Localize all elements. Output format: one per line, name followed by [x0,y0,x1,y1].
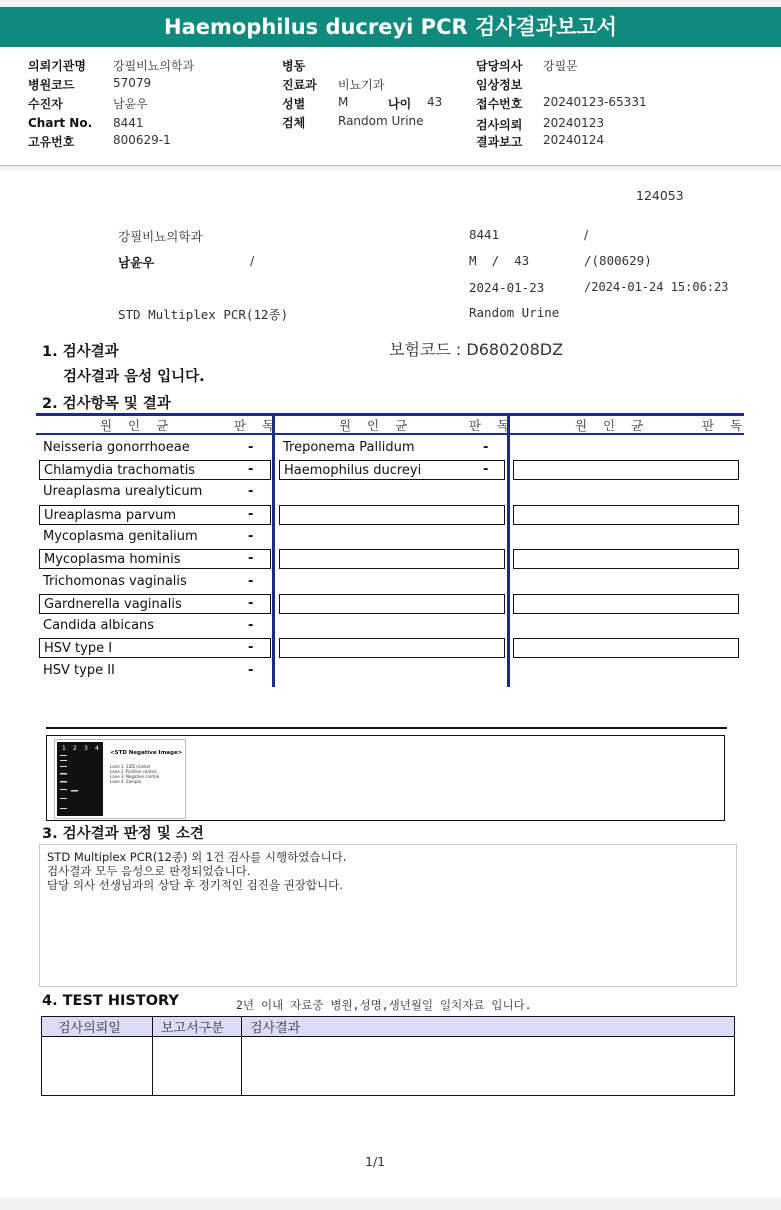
patient-name: 남윤우 [118,255,155,270]
organism-result: - [248,663,254,678]
history-header-cell: 검사결과 [242,1017,735,1037]
insurance-code: 보험코드 : D680208DZ [389,340,564,359]
column-header-organism: 원 인 균 [339,418,414,433]
page-number: 1/1 [365,1154,386,1169]
hospital-name: 강필비뇨의학과 [118,229,203,244]
gel-legend-item: Lane 2. Positive control [110,769,157,774]
header-label: 임상정보 [476,78,523,92]
report-code: 124053 [636,188,684,203]
organism-result: - [248,529,254,544]
empty-result-box [513,505,739,525]
opinion-line: 담당 의사 선생님과의 상담 후 정기적인 검진을 권장합니다. [47,878,343,892]
empty-result-box [279,505,505,525]
history-header-cell: 보고서구분 [153,1017,242,1037]
chart-number: 8441 [469,227,500,242]
history-cell [153,1037,242,1096]
sex-age: M / 43 [469,253,530,268]
column-divider [272,413,275,687]
header-value: 20240123 [543,116,605,130]
column-header-result: 판 독 [234,418,281,433]
organism-result: - [248,618,254,633]
header-label: 병동 [282,59,306,73]
empty-result-box [279,638,505,658]
header-value: 강필문 [543,59,578,73]
organism-name: Neisseria gonorrhoeae [43,440,190,455]
history-note: 2년 이내 자료중 병원,성명,생년월일 일치자료 입니다. [236,998,532,1012]
divider [46,727,727,729]
header-value: 800629-1 [113,133,171,147]
section-3-title: 3. 검사결과 판정 및 소견 [42,826,204,842]
opinion-line: STD Multiplex PCR(12종) 외 1건 검사를 시행하였습니다. [47,850,347,864]
age-label: 나이 [388,97,412,111]
section-4-title: 4. TEST HISTORY [42,993,179,1009]
organism-result: - [248,440,254,455]
column-header-organism: 원 인 균 [575,418,650,433]
history-header-cell: 검사의뢰일 [42,1017,153,1037]
lane-number: 2 [73,745,77,752]
organism-name: Treponema Pallidum [283,440,415,455]
header-label: 고유번호 [28,135,75,149]
header-value: 비뇨기과 [338,78,385,92]
header-label: 의뢰기관명 [28,59,86,73]
organism-name: Ureaplasma parvum [39,505,271,525]
history-table [41,1016,735,1096]
organism-name: Haemophilus ducreyi [279,460,505,480]
separator: / [584,227,589,242]
report-header [0,48,781,166]
header-label: 접수번호 [476,97,523,111]
organism-result: - [483,440,489,455]
report-page [0,170,781,1198]
lane-number: 4 [95,745,99,752]
header-value: 57079 [113,76,152,90]
section-1-title: 1. 검사결과 [42,344,119,360]
organism-name: Trichomonas vaginalis [43,574,187,589]
empty-result-box [279,594,505,614]
section-2-title: 2. 검사항목 및 결과 [42,396,171,412]
header-label: Chart No. [28,116,93,130]
header-label: 검사의뢰 [476,118,523,132]
header-label: 결과보고 [476,135,523,149]
gel-legend-item: Lane 1. SIZE marker [110,764,151,769]
organism-result: - [248,574,254,589]
gel-image-frame [46,735,725,821]
gel-image [54,739,186,819]
birth-id: /(800629) [584,253,652,268]
organism-name: Candida albicans [43,618,155,633]
history-body-row [42,1037,735,1096]
gel-legend-item: Lane 4. Sample [110,779,142,784]
result-summary: 검사결과 음성 입니다. [63,369,205,385]
test-name: STD Multiplex PCR(12종) [118,307,289,322]
header-label: 병원코드 [28,78,75,92]
header-label: 수진자 [28,97,63,111]
specimen: Random Urine [469,305,560,320]
header-value: 8441 [113,116,144,130]
gel-legend-item: Lane 3. Negative control [110,774,160,779]
organism-result: - [248,551,254,566]
header-label: 검체 [282,116,306,130]
header-value: Random Urine [338,114,424,128]
header-value: 20240124 [543,133,605,147]
organism-result: - [248,507,254,522]
header-label: 성별 [282,97,306,111]
opinion-box [39,844,737,987]
organism-name: Mycoplasma genitalium [43,529,198,544]
organism-name: Ureaplasma urealyticum [43,484,203,499]
header-value: 강필비뇨의학과 [113,59,195,73]
organism-name: Mycoplasma hominis [39,549,271,569]
opinion-line: 검사결과 모두 음성으로 판정되었습니다. [47,864,251,878]
column-divider [507,413,510,687]
organism-result: - [248,462,254,477]
report-title: Haemophilus ducreyi PCR 검사결과보고서 [0,7,781,47]
organism-name: HSV type II [43,663,115,678]
header-value: 20240123-65331 [543,95,647,109]
header-label: 담당의사 [476,59,523,73]
column-header-organism: 원 인 균 [100,418,175,433]
header-value: M [338,95,349,109]
empty-result-box [513,594,739,614]
organism-name: Chlamydia trachomatis [39,460,271,480]
header-value: 남윤우 [113,97,148,111]
lane-number: 3 [84,745,88,752]
column-header-result: 판 독 [469,418,516,433]
organism-result: - [248,640,254,655]
history-cell [42,1037,153,1096]
organism-name: HSV type I [39,638,271,658]
header-label: 진료과 [282,78,317,92]
organism-result: - [483,462,489,477]
received-date: 2024-01-23 [469,280,545,295]
empty-result-box [513,638,739,658]
organism-result: - [248,484,254,499]
age-value: 43 [427,95,443,109]
empty-result-box [279,549,505,569]
gel-title: <STD Negative Image> [110,750,183,756]
separator: / [250,253,255,268]
reported-datetime: /2024-01-24 15:06:23 [584,280,729,294]
history-cell [242,1037,735,1096]
empty-result-box [513,460,739,480]
empty-result-box [513,549,739,569]
column-header-result: 판 독 [702,418,749,433]
organism-name: Gardnerella vaginalis [39,594,271,614]
organism-result: - [248,596,254,611]
history-header-row [42,1017,735,1037]
lane-number: 1 [62,745,66,752]
